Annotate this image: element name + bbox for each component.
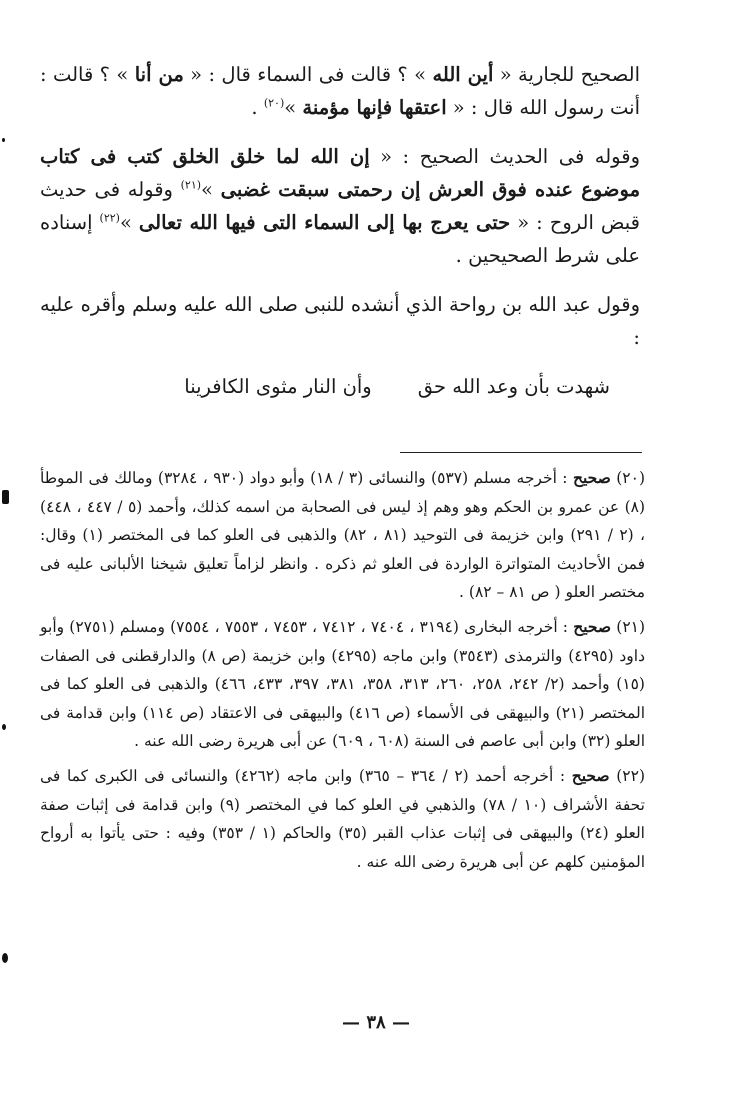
footnote-grade: صحيح (573, 616, 612, 636)
text-run: وقوله فى حديث قبض الروح : « (40, 178, 641, 234)
text-run: وقول عبد الله بن رواحة الذي أنشده للنبى صلى الله عليه وسلم وأقره عليه : (40, 293, 640, 349)
footnote-20 (40, 464, 645, 607)
paragraph-2 (40, 140, 640, 272)
paragraph-1 (40, 58, 640, 124)
text-run: » (201, 178, 221, 201)
verse-hemistich-second: وأن النار مثوى الكافرينا (184, 375, 372, 398)
scan-mark (2, 953, 8, 963)
hadith-quote: حتى يعرج بها إلى السماء التى فيها الله تعالى (138, 211, 511, 234)
verse-hemistich-first: شهدت بأن وعد الله حق (417, 375, 610, 398)
footnote-ref: (٢١) (180, 178, 202, 192)
footnote-ref: (٢٢) (99, 211, 120, 225)
hadith-quote: أين الله (432, 63, 494, 86)
text-run: » ؟ قالت : أنت رسول الله قال : « (40, 63, 640, 119)
text-run: الصحيح للجارية « (493, 63, 640, 86)
poem-verse (40, 370, 640, 403)
text-run: » (119, 211, 139, 234)
footnote-ref: (٢٠) (263, 96, 285, 110)
main-text (40, 58, 640, 403)
footnote-22 (40, 762, 645, 876)
text-run: » ؟ قالت فى السماء قال : « (183, 63, 433, 86)
footnote-grade: صحيح (572, 468, 611, 487)
footnote-grade: صحيح (571, 765, 610, 785)
scan-mark (2, 138, 5, 142)
scan-mark (2, 724, 6, 730)
page-number: — ٣٨ — (342, 1012, 410, 1033)
scan-mark (2, 490, 9, 504)
footnote-21 (40, 613, 645, 756)
text-run: » (284, 96, 303, 119)
hadith-quote: اعتقها فإنها مؤمنة (302, 96, 447, 119)
hadith-quote: من أنا (134, 63, 184, 86)
hadith-quote: إن الله لما خلق الخلق كتب فى كتاب موضوع عنده فوق العرش إن رحمتى سبقت غضبى (40, 145, 641, 201)
text-run: وقوله فى الحديث الصحيح : « (369, 145, 640, 168)
footnote-text: : أخرجه أحمد (٢ / ٣٦٤ – ٣٦٥) وابن ماجه (٤٢٦٢) والنسائى فى الكبرى كما فى تحفة الأشراف (١٠ / ٧٨) والذهبي في العلو كما في المختصر (٩) وابن قدامة فى إثبات صفة العلو (٢٤) والبيهقى فى إثبات عذاب القبر (٣٥) والحاكم (١ / ٣٥٣) وفيه : حتى يأتوا به أرواح المؤمنين كلهم عن أبى هريرة رضى الله عنه . (40, 766, 645, 871)
footnote-separator (400, 452, 642, 453)
footnote-number: (٢١) (616, 617, 646, 636)
footnote-text: : أخرجه البخارى (٣١٩٤ ، ٧٤٠٤ ، ٧٤١٢ ، ٧٤٥٣ ، ٧٥٥٣ ، ٧٥٥٤) ومسلم (٢٧٥١) وأبو داود (٤٢٩٥) والترمذى (٣٥٤٣) وابن ماجه (٤٢٩٥) وابن خزيمة (ص ٨) والدارقطنى فى الصفات (١٥) وأحمد (٢/ ٢٤٢، ٢٥٨، ٢٦٠، ٣١٣، ٣٥٨، ٣٨١، ٣٩٧، ٤٣٣، ٤٦٦) والذهبى فى العلو كما فى المختصر (٢١) والبيهقى فى الأسماء (ص ٤١٦) والبيهقى فى الاعتقاد (ص ١١٤) وابن قدامة فى العلو (٣٢) وابن أبى عاصم فى السنة (٦٠٨ ، ٦٠٩) عن أبى هريرة رضى الله عنه . (40, 617, 646, 751)
footnote-number: (٢٠) (616, 469, 645, 487)
footnote-text: : أخرجه مسلم (٥٣٧) والنسائى (٣ / ١٨) وأبو دواد (٩٣٠ ، ٣٢٨٤) ومالك فى الموطأ (٨) عن عمرو بن الحكم وهو وهم إذ ليس فى الصحابة من اسمه كذلك، وأحمد (٥ / ٤٤٧ ، ٤٤٨) ، (٢ / ٢٩١) وابن خزيمة فى التوحيد (٨١ ، ٨٢) والذهبى فى العلو كما فى المختصر (١) وقال: فمن الأحاديث المتواترة الواردة فى العلو ثم ذكره . وانظر لزاماً تعليق شيخنا الألبانى عليه فى مختصر العلو ( ص ٨١ – ٨٢) . (40, 469, 646, 602)
paragraph-3 (40, 288, 640, 354)
footnote-number: (٢٢) (616, 766, 645, 785)
text-run: إسناده على شرط الصحيحين . (40, 211, 640, 267)
text-run: . (251, 96, 264, 119)
footnotes (40, 464, 645, 882)
